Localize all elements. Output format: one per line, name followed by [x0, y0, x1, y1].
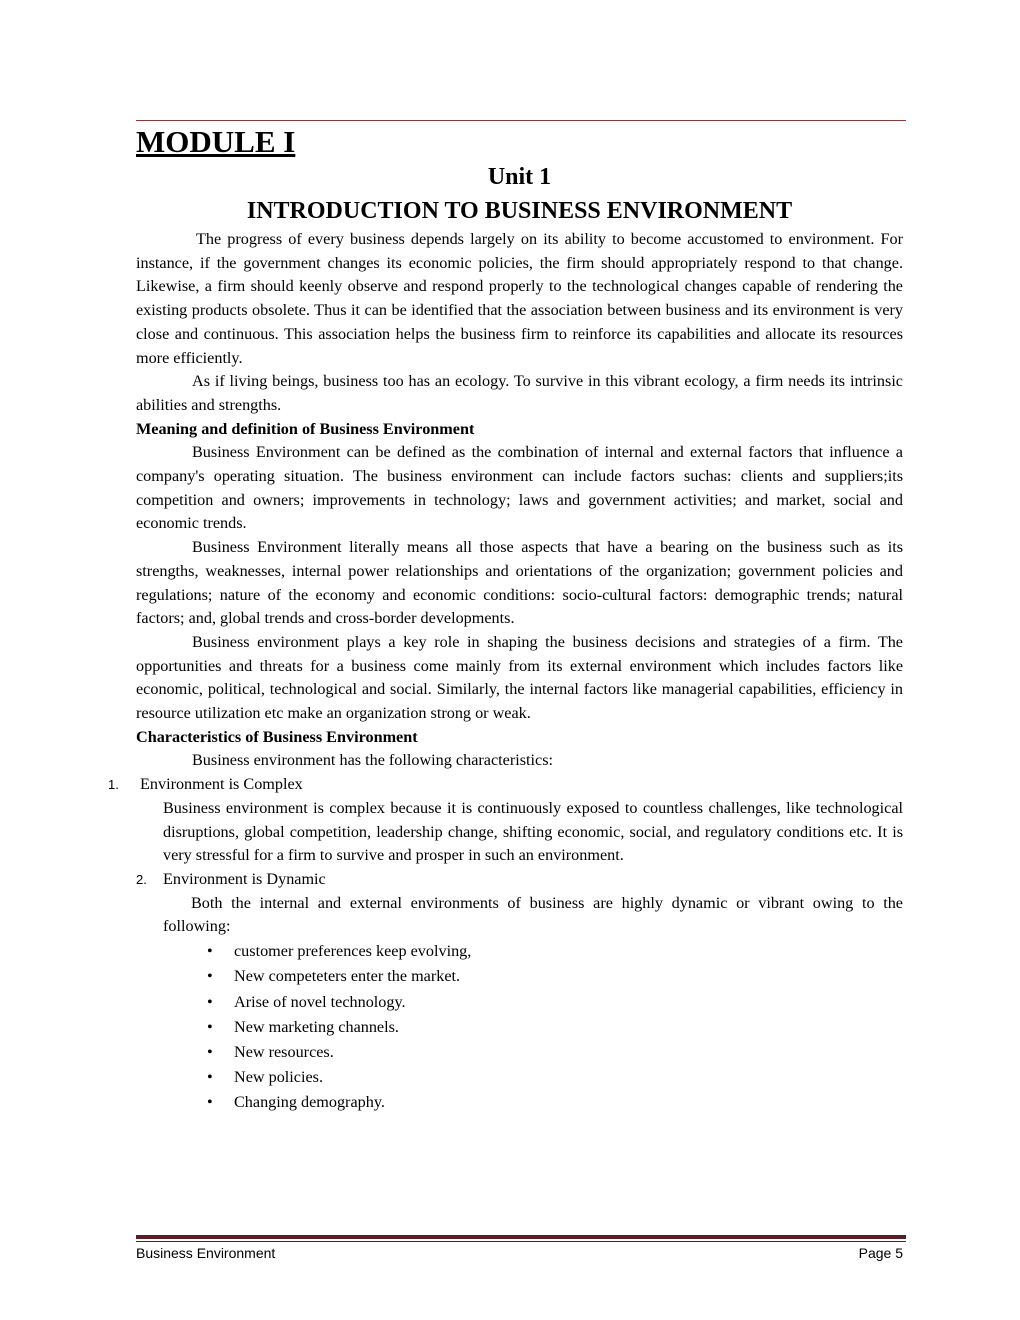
list-number: 2.	[136, 871, 147, 887]
bullet-item: • customer preferences keep evolving,	[207, 942, 472, 961]
section-heading: Meaning and definition of Business Environment	[136, 419, 475, 438]
bullet-text: customer preferences keep evolving,	[234, 942, 472, 961]
bullet-item: • Changing demography.	[207, 1093, 385, 1112]
body-paragraph: Business Environment literally means all those aspects that have a bearing on the business such as its strengths, weaknesses, internal power relationships and orientations of the organization; government policies and regulations; nature of the economy and economic conditions: socio-cultural factors: demographic trends; natural factors; and, global trends and cross-border developments.	[136, 538, 903, 628]
bullet-text: New policies.	[234, 1068, 324, 1087]
intro-paragraph: The progress of every business depends largely on its ability to become accustomed to environment. For instance, if the government changes its economic policies, the firm should appropriately respond to that change. Likewise, a firm should keenly observe and respond properly to the technological changes capable of rendering the existing products obsolete. Thus it can be identified that the association between business and its environment is very close and continuous. This association helps the business firm to reinforce its capabilities and allocate its resources more efficiently.	[136, 230, 903, 367]
page-footer	[136, 1245, 903, 1261]
body-paragraph: Business environment plays a key role in shaping the business decisions and strategies of a firm. The opportunities and threats for a business come mainly from its external environment which includes factors like economic, political, technological and social. Similarly, the internal factors like managerial capabilities, efficiency in resource utilization etc make an organization strong or weak.	[136, 632, 903, 723]
bullet-text: Arise of novel technology.	[234, 992, 406, 1011]
bullet-item: • New marketing channels.	[207, 1017, 399, 1036]
module-heading: MODULE I	[136, 124, 296, 159]
bullet-item: • New resources.	[207, 1042, 334, 1061]
body-paragraph: Business Environment can be defined as the combination of internal and external factors that influence a company's operating situation. The business environment can include factors suchas: clients and suppliers;its competition and owners; improvements in technology; laws and government activities; and market, social and economic trends.	[136, 443, 903, 533]
footer-title: Business Environment	[136, 1245, 276, 1261]
list-item	[108, 773, 903, 797]
list-item-title: Environment is Dynamic	[163, 869, 326, 888]
footer-rule	[136, 1235, 906, 1239]
bullet-text: New marketing channels.	[234, 1017, 399, 1036]
bullet-text: New competeters enter the market.	[234, 967, 461, 986]
list-item	[136, 868, 903, 892]
list-item-body: Business environment is complex because it is continuously exposed to countless challenges, like technological disruptions, global competition, leadership change, shifting economic, social, and regulatory conditions etc. It is very stressful for a firm to survive and prosper in such an environment.	[163, 798, 903, 865]
body-paragraph: Business environment has the following characteristics:	[192, 751, 553, 770]
chapter-title: INTRODUCTION TO BUSINESS ENVIRONMENT	[246, 198, 793, 224]
list-item-body: Both the internal and external environments of business are highly dynamic or vibrant owing to the following:	[163, 893, 903, 936]
page-content	[108, 124, 903, 1116]
list-number: 1.	[108, 777, 119, 793]
bullet-item: • Arise of novel technology.	[207, 992, 406, 1011]
section-heading: Characteristics of Business Environment	[136, 727, 418, 746]
bullet-list	[136, 939, 903, 1115]
list-item-title: Environment is Complex	[140, 775, 303, 794]
unit-heading: Unit 1	[487, 164, 552, 190]
bullet-item: • New policies.	[207, 1068, 324, 1087]
footer-rule-thin	[136, 1241, 906, 1242]
bullet-item: • New competeters enter the market.	[207, 967, 461, 986]
intro-paragraph: As if living beings, business too has an ecology. To survive in this vibrant ecology, a firm needs its intrinsic abilities and strengths.	[136, 372, 903, 414]
bullet-text: New resources.	[234, 1042, 334, 1061]
page-number: Page 5	[858, 1245, 903, 1261]
bullet-text: Changing demography.	[234, 1093, 385, 1112]
header-rule	[136, 120, 906, 121]
